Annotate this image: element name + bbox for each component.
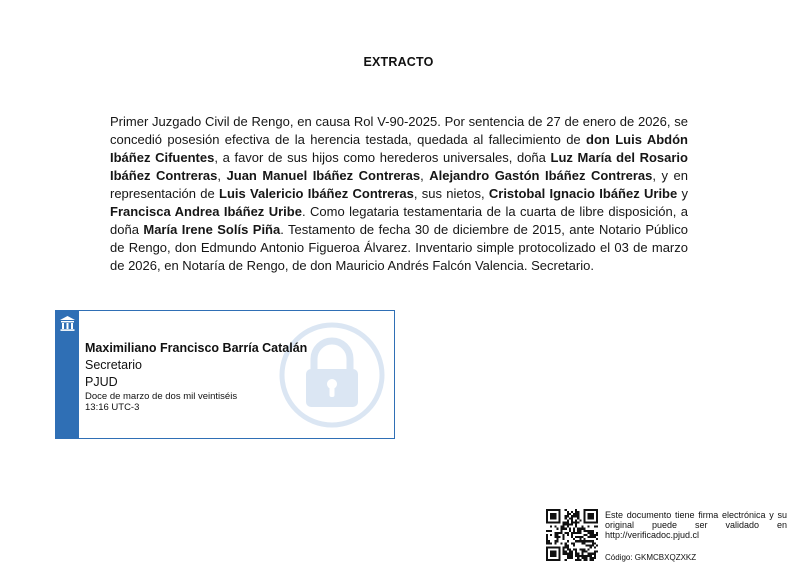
- named-party: Luz María del Rosario Ibáñez Contreras: [110, 150, 688, 183]
- verification-notice: Este documento tiene firma electrónica y su original puede ser validado en http://verificadoc.pjud.cl: [605, 510, 787, 540]
- document-title: EXTRACTO: [363, 55, 434, 69]
- extract-paragraph: [110, 113, 688, 275]
- named-party: don Luis Abdón Ibáñez Cifuentes: [110, 132, 688, 165]
- text-run: , a favor de sus hijos como herederos universales, doña: [214, 150, 551, 165]
- signature-time: 13:16 UTC-3: [85, 402, 140, 413]
- text-run: y: [677, 186, 689, 201]
- named-party: María Irene Solís Piña: [143, 222, 281, 237]
- lock-icon: [278, 321, 386, 429]
- named-party: Francisca Andrea Ibáñez Uribe: [110, 204, 302, 219]
- signer-role: Secretario: [85, 358, 142, 372]
- signer-name: Maximiliano Francisco Barría Catalán: [85, 341, 308, 355]
- signer-organization: PJUD: [85, 375, 118, 389]
- courthouse-icon: [59, 315, 76, 332]
- electronic-signature-box: [55, 310, 395, 439]
- text-run: ,: [217, 168, 227, 183]
- text-run: , y en representación de: [110, 168, 688, 201]
- qr-code-icon: [546, 509, 598, 561]
- signature-accent-bar: [56, 311, 79, 438]
- named-party: Cristobal Ignacio Ibáñez Uribe: [488, 186, 678, 201]
- text-run: . Como legataria testamentaria de la cuarta de libre disposición, a doña: [110, 204, 688, 237]
- named-party: Alejandro Gastón Ibáñez Contreras: [429, 168, 653, 183]
- text-run: Primer Juzgado Civil de Rengo, en causa Rol V-90-2025. Por sentencia de 27 de enero de 2026, se concedió posesión efectiva de la herencia testada, quedada al fallecimiento de: [110, 114, 688, 147]
- named-party: Luis Valericio Ibáñez Contreras: [219, 186, 414, 201]
- text-run: . Testamento de fecha 30 de diciembre de 2015, ante Notario Público de Rengo, don Edmundo Antonio Figueroa Álvarez. Inventario simple protocolizado el 03 de marzo de 2026, en Notaría de Rengo, de don Mauricio Andrés Falcón Valencia. Secretario.: [110, 222, 688, 273]
- named-party: Juan Manuel Ibáñez Contreras: [226, 168, 421, 183]
- text-run: , sus nietos,: [413, 186, 489, 201]
- verification-code: Código: GKMCBXQZXKZ: [605, 553, 697, 562]
- signature-date: Doce de marzo de dos mil veintiséis: [85, 391, 238, 402]
- text-run: ,: [420, 168, 430, 183]
